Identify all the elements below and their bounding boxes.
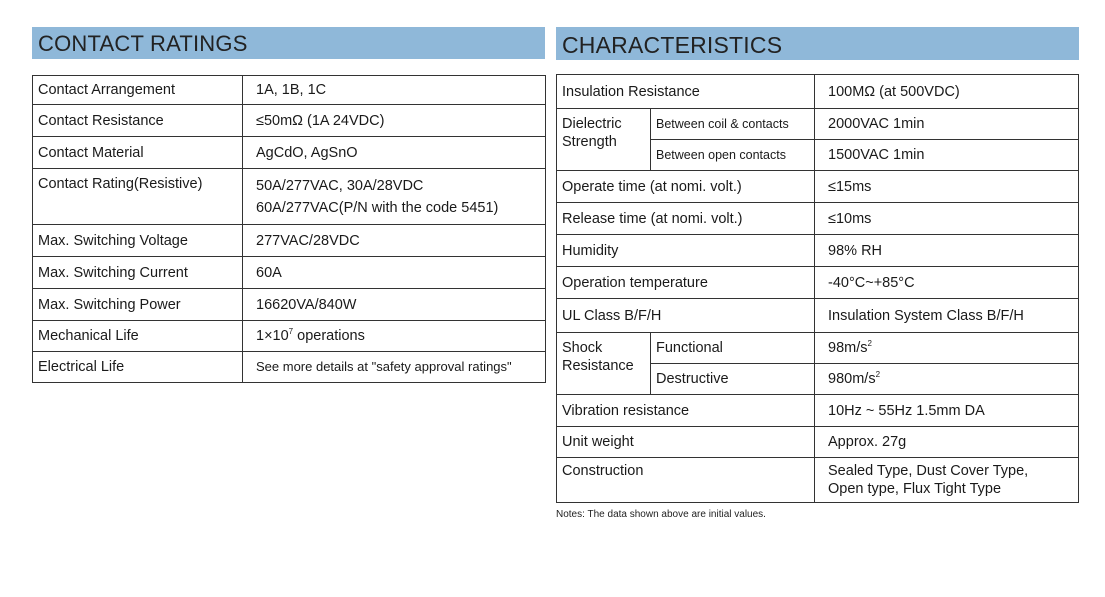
value-exponent: 2 [875, 370, 881, 380]
value-base: 980m/s [828, 371, 876, 387]
row-label: Operation temperature [557, 267, 815, 299]
notes-text: Notes: The data shown above are initial values. [556, 509, 766, 520]
value-exponent: 2 [867, 339, 872, 349]
table-row [33, 225, 546, 257]
row-label: Insulation Resistance [557, 75, 815, 109]
value-base: 98m/s [828, 340, 868, 356]
row-value [243, 169, 546, 225]
table-row [33, 352, 546, 383]
table-row [557, 171, 1079, 203]
table-row [33, 321, 546, 352]
row-value [815, 458, 1079, 503]
row-label: Unit weight [557, 427, 815, 458]
table-row [33, 257, 546, 289]
table-row [557, 333, 1079, 364]
row-value [815, 364, 1079, 395]
row-label: Construction [557, 458, 815, 503]
row-value: Insulation System Class B/F/H [815, 299, 1079, 333]
row-value: 98% RH [815, 235, 1079, 267]
row-label: Max. Switching Voltage [33, 225, 243, 257]
characteristics-title: CHARACTERISTICS [556, 27, 1079, 60]
table-row [557, 267, 1079, 299]
row-value: 277VAC/28VDC [243, 225, 546, 257]
row-value: 10Hz ~ 55Hz 1.5mm DA [815, 395, 1079, 427]
sub-label: Functional [651, 333, 815, 364]
row-value: Approx. 27g [815, 427, 1079, 458]
row-label: Mechanical Life [33, 321, 243, 352]
row-value: ≤10ms [815, 203, 1079, 235]
row-value: ≤15ms [815, 171, 1079, 203]
row-label: UL Class B/F/H [557, 299, 815, 333]
row-value: 60A [243, 257, 546, 289]
row-label: Release time (at nomi. volt.) [557, 203, 815, 235]
row-label: Max. Switching Power [33, 289, 243, 321]
row-label: Max. Switching Current [33, 257, 243, 289]
row-label: Humidity [557, 235, 815, 267]
table-row [33, 137, 546, 169]
table-row [33, 289, 546, 321]
table-row [33, 105, 546, 137]
contact-ratings-title: CONTACT RATINGS [32, 27, 545, 59]
row-label: Electrical Life [33, 352, 243, 383]
row-value [815, 333, 1079, 364]
row-label: Contact Resistance [33, 105, 243, 137]
row-value: 1500VAC 1min [815, 140, 1079, 171]
value-base: 1×10 [256, 328, 289, 344]
sub-label: Destructive [651, 364, 815, 395]
characteristics-table [556, 74, 1079, 503]
row-value [243, 321, 546, 352]
value-line: 60A/277VAC(P/N with the code 5451) [256, 199, 499, 216]
value-line: Open type, Flux Tight Type [828, 481, 1002, 497]
row-value: See more details at "safety approval ratings" [243, 352, 546, 383]
table-row [557, 203, 1079, 235]
row-value: -40°C~+85°C [815, 267, 1079, 299]
table-row [33, 76, 546, 105]
row-label: Contact Arrangement [33, 76, 243, 105]
table-row [557, 299, 1079, 333]
value-rest: operations [293, 328, 365, 344]
table-row [557, 395, 1079, 427]
table-row [557, 235, 1079, 267]
table-row [557, 75, 1079, 109]
value-line: 50A/277VAC, 30A/28VDC [256, 177, 424, 194]
value-line: Sealed Type, Dust Cover Type, [828, 463, 1029, 479]
row-value: 1A, 1B, 1C [243, 76, 546, 105]
row-label: Vibration resistance [557, 395, 815, 427]
table-row [557, 458, 1079, 503]
row-label: Operate time (at nomi. volt.) [557, 171, 815, 203]
sub-label: Between open contacts [651, 140, 815, 171]
contact-ratings-table [32, 75, 546, 383]
row-label: Shock Resistance [557, 333, 651, 395]
row-value: 100MΩ (at 500VDC) [815, 75, 1079, 109]
table-row [557, 109, 1079, 140]
row-label: Dielectric Strength [557, 109, 651, 171]
row-value: 2000VAC 1min [815, 109, 1079, 140]
row-value: 16620VA/840W [243, 289, 546, 321]
row-label: Contact Material [33, 137, 243, 169]
table-row [33, 169, 546, 225]
table-row [557, 427, 1079, 458]
value-exponent: 7 [288, 327, 294, 337]
row-value: ≤50mΩ (1A 24VDC) [243, 105, 546, 137]
sub-label: Between coil & contacts [651, 109, 815, 140]
row-label: Contact Rating(Resistive) [33, 169, 243, 225]
row-value: AgCdO, AgSnO [243, 137, 546, 169]
